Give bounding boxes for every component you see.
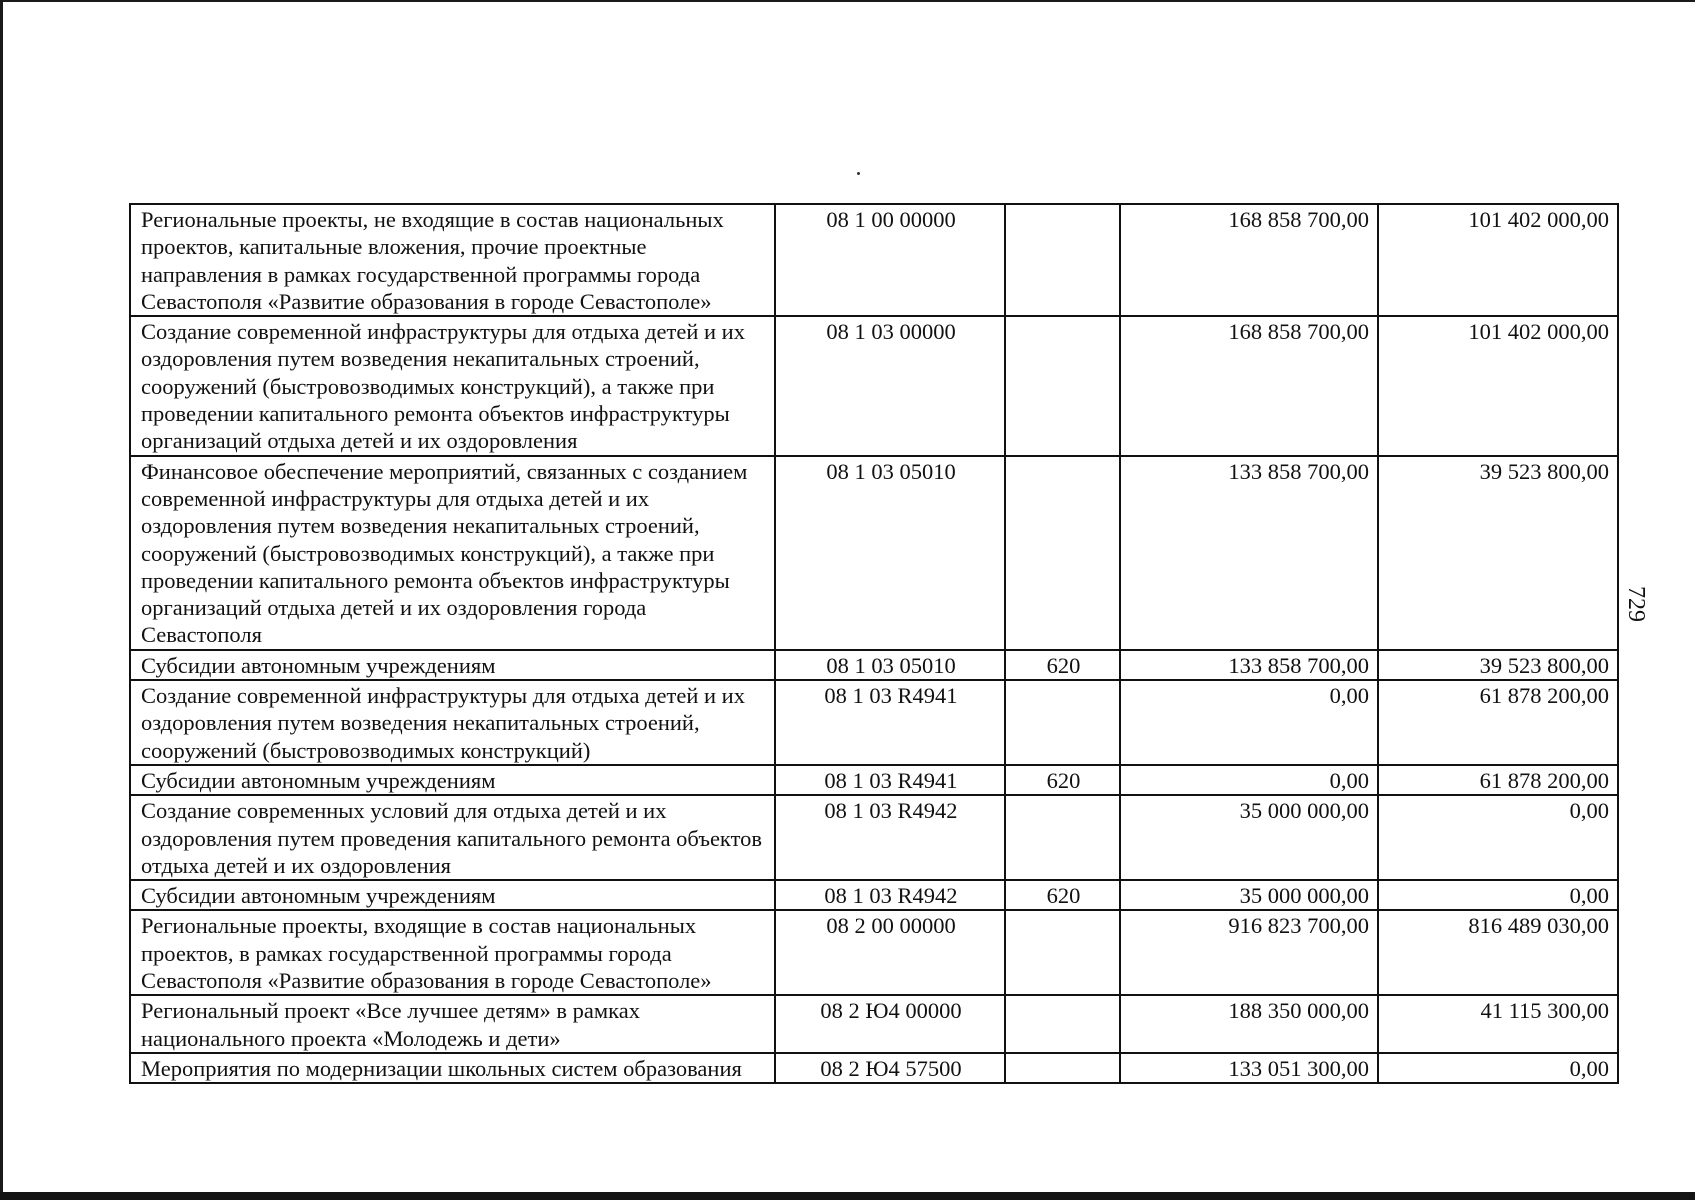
budget-table xyxy=(129,203,1619,1084)
row-amount-2: 39 523 800,00 xyxy=(1378,456,1618,650)
row-amount-2: 0,00 xyxy=(1378,1053,1618,1083)
scan-border-top xyxy=(0,0,1695,2)
row-expense-type xyxy=(1005,316,1120,455)
row-target-article: 08 1 03 R4942 xyxy=(775,880,1005,910)
row-amount-2: 61 878 200,00 xyxy=(1378,765,1618,795)
row-amount-1: 168 858 700,00 xyxy=(1120,204,1378,316)
row-name: Региональные проекты, входящие в состав национальных проектов, в рамках государственной программы города Севастополя «Развитие образования в городе Севастополе» xyxy=(130,910,775,995)
row-amount-1: 188 350 000,00 xyxy=(1120,995,1378,1053)
row-expense-type xyxy=(1005,680,1120,765)
table-row xyxy=(130,910,1618,995)
row-amount-2: 39 523 800,00 xyxy=(1378,650,1618,680)
row-amount-2: 101 402 000,00 xyxy=(1378,204,1618,316)
row-amount-1: 133 858 700,00 xyxy=(1120,650,1378,680)
row-name: Субсидии автономным учреждениям xyxy=(130,880,775,910)
row-amount-1: 0,00 xyxy=(1120,765,1378,795)
row-name: Создание современной инфраструктуры для отдыха детей и их оздоровления путем возведения некапитальных строений, сооружений (быстровозводимых конструкций), а также при проведении капитального ремонта объектов инфраструктуры организаций отдыха детей и их оздоровления xyxy=(130,316,775,455)
table-row xyxy=(130,795,1618,880)
row-target-article: 08 1 03 05010 xyxy=(775,650,1005,680)
table-row xyxy=(130,765,1618,795)
row-name: Субсидии автономным учреждениям xyxy=(130,765,775,795)
table-row xyxy=(130,316,1618,455)
row-amount-1: 0,00 xyxy=(1120,680,1378,765)
row-target-article: 08 1 03 05010 xyxy=(775,456,1005,650)
row-amount-2: 61 878 200,00 xyxy=(1378,680,1618,765)
row-amount-2: 0,00 xyxy=(1378,795,1618,880)
row-amount-2: 0,00 xyxy=(1378,880,1618,910)
row-name: Региональный проект «Все лучшее детям» в рамках национального проекта «Молодежь и дети» xyxy=(130,995,775,1053)
table-row xyxy=(130,204,1618,316)
table-row xyxy=(130,650,1618,680)
table-row xyxy=(130,995,1618,1053)
row-target-article: 08 2 Ю4 57500 xyxy=(775,1053,1005,1083)
row-amount-1: 168 858 700,00 xyxy=(1120,316,1378,455)
row-amount-1: 133 858 700,00 xyxy=(1120,456,1378,650)
row-target-article: 08 1 00 00000 xyxy=(775,204,1005,316)
row-expense-type xyxy=(1005,1053,1120,1083)
row-amount-1: 133 051 300,00 xyxy=(1120,1053,1378,1083)
table-row xyxy=(130,680,1618,765)
row-amount-2: 101 402 000,00 xyxy=(1378,316,1618,455)
row-expense-type: 620 xyxy=(1005,765,1120,795)
row-target-article: 08 1 03 R4942 xyxy=(775,795,1005,880)
table-row xyxy=(130,1053,1618,1083)
row-name: Региональные проекты, не входящие в состав национальных проектов, капитальные вложения, прочие проектные направления в рамках государственной программы города Севастополя «Развитие образования в городе Севастополе» xyxy=(130,204,775,316)
row-target-article: 08 1 03 R4941 xyxy=(775,765,1005,795)
row-expense-type xyxy=(1005,204,1120,316)
row-name: Субсидии автономным учреждениям xyxy=(130,650,775,680)
row-expense-type: 620 xyxy=(1005,650,1120,680)
row-amount-1: 916 823 700,00 xyxy=(1120,910,1378,995)
scan-speck xyxy=(857,172,860,175)
row-name: Мероприятия по модернизации школьных систем образования xyxy=(130,1053,775,1083)
table-row xyxy=(130,880,1618,910)
scan-border-left xyxy=(0,0,3,1200)
row-name: Финансовое обеспечение мероприятий, связанных с созданием современной инфраструктуры для отдыха детей и их оздоровления путем возведения некапитальных строений, сооружений (быстровозводимых конструкций), а также при проведении капитального ремонта объектов инфраструктуры организаций отдыха детей и их оздоровления города Севастополя xyxy=(130,456,775,650)
page-number: 729 xyxy=(1623,586,1649,622)
row-expense-type xyxy=(1005,995,1120,1053)
row-expense-type xyxy=(1005,910,1120,995)
row-expense-type xyxy=(1005,795,1120,880)
row-target-article: 08 2 Ю4 00000 xyxy=(775,995,1005,1053)
scan-border-bottom xyxy=(0,1192,1695,1200)
row-amount-2: 816 489 030,00 xyxy=(1378,910,1618,995)
table-row xyxy=(130,456,1618,650)
row-amount-1: 35 000 000,00 xyxy=(1120,880,1378,910)
row-expense-type: 620 xyxy=(1005,880,1120,910)
row-target-article: 08 1 03 R4941 xyxy=(775,680,1005,765)
row-expense-type xyxy=(1005,456,1120,650)
row-amount-1: 35 000 000,00 xyxy=(1120,795,1378,880)
row-target-article: 08 2 00 00000 xyxy=(775,910,1005,995)
row-target-article: 08 1 03 00000 xyxy=(775,316,1005,455)
row-name: Создание современных условий для отдыха детей и их оздоровления путем проведения капитального ремонта объектов отдыха детей и их оздоровления xyxy=(130,795,775,880)
row-amount-2: 41 115 300,00 xyxy=(1378,995,1618,1053)
row-name: Создание современной инфраструктуры для отдыха детей и их оздоровления путем возведения некапитальных строений, сооружений (быстровозводимых конструкций) xyxy=(130,680,775,765)
